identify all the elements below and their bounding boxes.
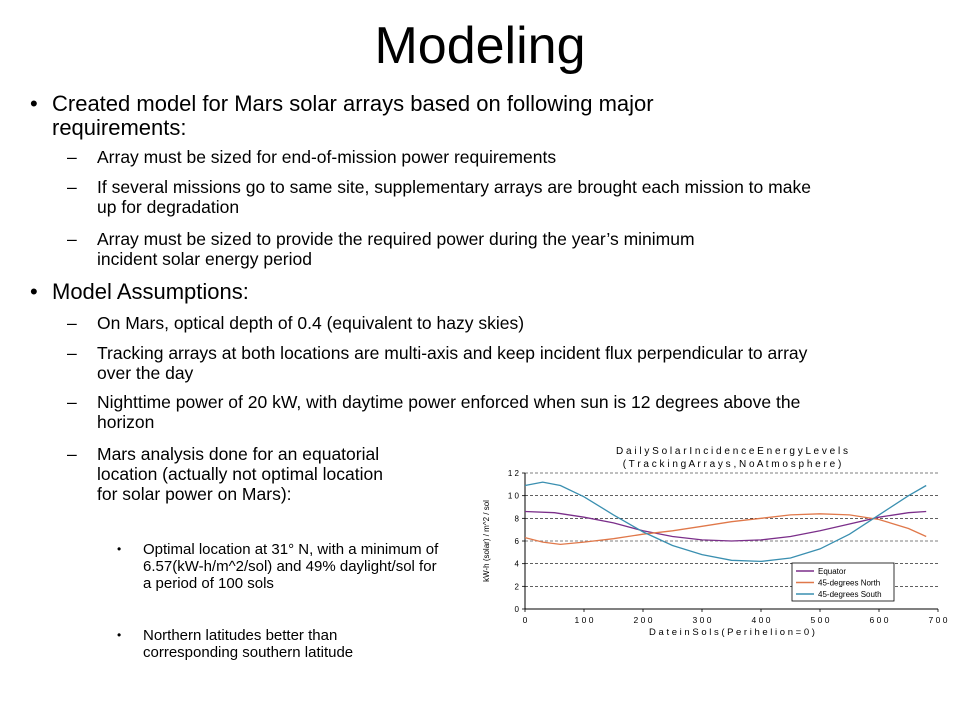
sub-sub-bullet-text: Northern latitudes better than corresponding southern latitude [143,627,354,661]
bullet-dot: • [30,279,38,304]
sub-sub-bullet-dot: • [117,542,122,556]
sub-sub-bullet-text: Optimal location at 31° N, with a minimum of 6.57(kW-h/m^2/sol) and 49% daylight/sol for a period of 100 sols [143,541,439,592]
y-tick-label: 4 [514,559,519,569]
sub-bullet-supplementary-arrays [67,177,832,217]
sub-sub-bullet-northern-latitudes [117,627,433,661]
y-tick-label: 1 2 [507,469,519,478]
x-tick-label: 3 0 0 [692,615,712,625]
bullet-dot: • [30,91,38,116]
x-tick-label: 6 0 0 [869,615,889,625]
sub-bullet-dash: – [67,229,77,249]
sub-bullet-optical-depth [67,313,817,333]
y-tick-label: 2 [514,582,519,592]
sub-bullet-dash: – [67,313,77,333]
bullet-text: Model Assumptions: [52,279,249,304]
sub-sub-bullet-dot: • [117,628,122,642]
sub-bullet-eom-power [67,147,797,167]
chart-x-axis-label: D a t e i n S o l s ( P e r i h e l i o n = 0 ) [649,627,815,638]
sub-bullet-dash: – [67,392,77,412]
sub-sub-bullet-optimal-location [117,541,448,592]
sub-bullet-tracking-arrays [67,343,827,383]
sub-bullet-dash: – [67,444,77,464]
plot-area [508,469,948,625]
sub-bullet-nighttime-power [67,392,827,432]
chart-y-axis-label: kW-h (solar) / m^2 / sol [482,500,491,582]
x-tick-label: 2 0 0 [633,615,653,625]
sub-bullet-equatorial-analysis [67,444,397,504]
x-tick-label: 4 0 0 [751,615,771,625]
sub-bullet-text: Nighttime power of 20 kW, with daytime power enforced when sun is 12 degrees above the horizon [97,392,801,432]
y-tick-label: 6 [514,537,519,546]
y-tick-label: 1 0 [507,491,519,501]
sub-bullet-text: Array must be sized to provide the required power during the year’s minimum incident solar energy period [97,229,695,269]
series-line-equator [525,512,926,542]
series-line-45-degrees-south [525,482,926,561]
legend-label: 45-degrees North [818,578,881,588]
x-tick-label: 5 0 0 [810,615,830,625]
y-tick-label: 8 [514,514,519,524]
sub-bullet-text: Array must be sized for end-of-mission power requirements [97,147,557,167]
sub-bullet-minimum-energy [67,229,737,269]
sub-bullet-text: If several missions go to same site, supplementary arrays are brought each mission to make up for degradation [97,177,811,217]
x-tick-label: 7 0 0 [928,615,948,625]
bullet-text: Created model for Mars solar arrays based on following major requirements: [52,91,654,140]
bullet-requirements [30,91,742,140]
bullet-assumptions [30,279,742,304]
sub-bullet-text: Tracking arrays at both locations are multi-axis and keep incident flux perpendicular to array over the day [97,343,808,383]
sub-bullet-dash: – [67,147,77,167]
legend-label: Equator [818,567,847,576]
x-tick-label: 1 0 0 [574,615,594,625]
slide-title: Modeling [374,17,586,75]
sub-bullet-dash: – [67,343,77,363]
sub-bullet-text: On Mars, optical depth of 0.4 (equivalent to hazy skies) [97,313,525,333]
y-tick-label: 0 [514,605,519,614]
sub-bullet-text: Mars analysis done for an equatorial location (actually not optimal location for solar power on Mars): [97,444,383,504]
chart-subtitle: ( T r a c k i n g A r r a y s , N o A t m o s p h e r e ) [622,459,842,470]
legend-label: 45-degrees South [818,590,882,599]
chart-title: D a i l y S o l a r I n c i d e n c e E n e r g y L e v e l s [616,446,848,457]
solar-incidence-chart [470,440,950,640]
x-tick-label: 0 [522,615,528,625]
sub-bullet-dash: – [67,177,77,197]
